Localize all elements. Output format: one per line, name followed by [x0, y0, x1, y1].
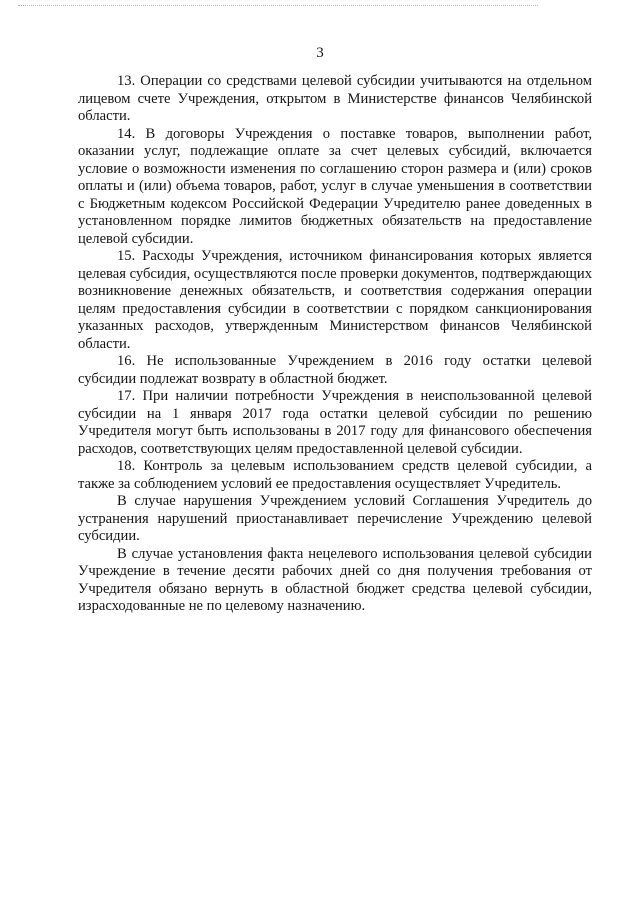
paragraph-13: 13. Операции со средствами целевой субсидии учитываются на отдельном лицевом счете Учреждения, открытом в Министерстве финансов Челябинской области.: [78, 73, 592, 124]
paragraph-violation: В случае нарушения Учреждением условий Соглашения Учредитель до устранения нарушений приостанавливает перечисление Учреждению целевой субсидии.: [78, 493, 592, 544]
paragraph-15: 15. Расходы Учреждения, источником финансирования которых является целевая субсидия, осуществляются после проверки документов, подтверждающих возникновение денежных обязательств, и соответствия содержания операции целям предоставления субсидии в соответствии с порядком санкционирования указанных расходов, утвержденным Министерством финансов Челябинской области.: [78, 248, 592, 352]
document-body: [78, 73, 592, 616]
paragraph-misuse: В случае установления факта нецелевого использования целевой субсидии Учреждение в течение десяти рабочих дней со дня получения требования от Учредителя обязано вернуть в областной бюджет средства целевой субсидии, израсходованные не по целевому назначению.: [78, 545, 592, 614]
scan-edge-artifact: [18, 5, 538, 6]
page-number: 3: [316, 45, 324, 61]
paragraph-17: 17. При наличии потребности Учреждения в неиспользованной целевой субсидии на 1 января 2017 года остатки целевой субсидии по решению Учредителя могут быть использованы в 2017 году для финансового обеспечения расходов, соответствующих целям предоставленной целевой субсидии.: [78, 388, 592, 457]
paragraph-18: 18. Контроль за целевым использованием средств целевой субсидии, а также за соблюдением условий ее предоставления осуществляет Учредитель.: [78, 458, 592, 492]
paragraph-16: 16. Не использованные Учреждением в 2016 году остатки целевой субсидии подлежат возврату в областной бюджет.: [78, 353, 592, 387]
paragraph-14: 14. В договоры Учреждения о поставке товаров, выполнении работ, оказании услуг, подлежащие оплате за счет целевых субсидий, включается условие о возможности изменения по соглашению сторон размера и (или) сроков оплаты и (или) объема товаров, работ, услуг в случае уменьшения в соответствии с Бюджетным кодексом Российской Федерации Учредителю ранее доведенных в установленном порядке лимитов бюджетных обязательств на предоставление целевой субсидии.: [78, 125, 592, 247]
